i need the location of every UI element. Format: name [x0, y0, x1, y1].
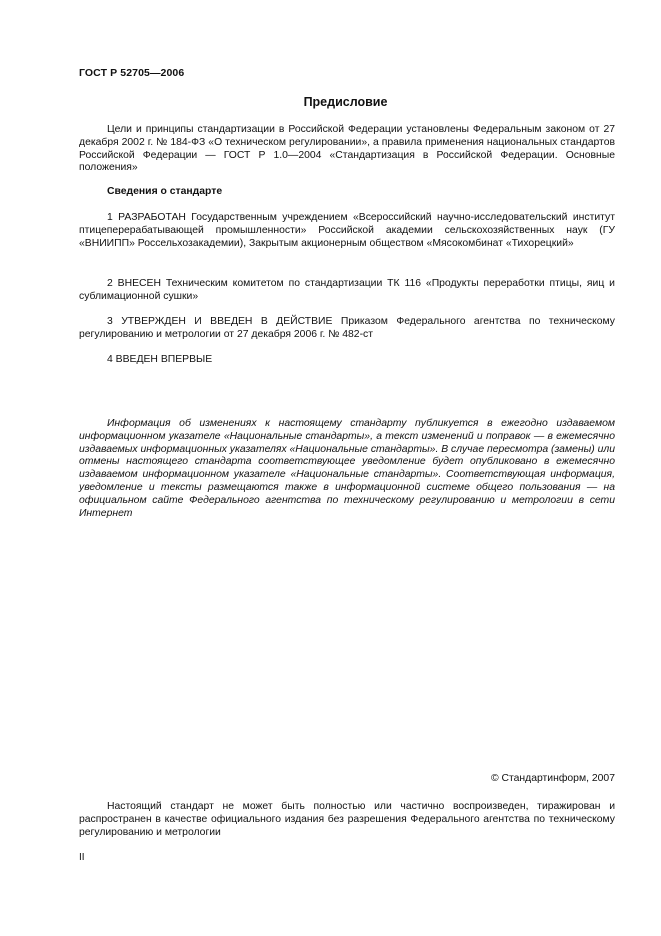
page-title: Предисловие	[303, 95, 388, 109]
changes-notice: Информация об изменениях к настоящему стандарту публикуется в ежегодно издаваемом информационном указателе «Национальные стандарты», а текст изменений и поправок — в ежемесячно издаваемых информационных указателях «Национальные стандарты». В случае пересмотра (замены) или отмены настоящего стандарта соответствующее уведомление будет опубликовано в ежемесячно издаваемом информационном указателе «Национальные стандарты». Соответствующая информация, уведомление и тексты размещаются также в информационной системе общего пользования — на официальном сайте Федерального агентства по техническому регулированию и метрологии в сети Интернет	[79, 418, 615, 519]
info-heading: Сведения о стандарте	[107, 186, 223, 197]
item-approved: 3 УТВЕРЖДЕН И ВВЕДЕН В ДЕЙСТВИЕ Приказом Федерального агентства по техническому регулированию и метрологии от 27 декабря 2006 г. № 482-ст	[79, 316, 615, 340]
item-developed: 1 РАЗРАБОТАН Государственным учреждением «Всероссийский научно-исследовательский институт птицеперерабатывающей промышленности» Российской академии сельскохозяйственных наук (ГУ «ВНИИПП» Россельхозакадемии), Закрытым акционерным обществом «Мясокомбинат «Тихорецкий»	[79, 212, 615, 249]
reproduction-note: Настоящий стандарт не может быть полностью или частично воспроизведен, тиражирован и распространен в качестве официального издания без разрешения Федерального агентства по техническому регулированию и метрологии	[79, 801, 615, 838]
page-number: II	[79, 852, 85, 863]
item-submitted: 2 ВНЕСЕН Техническим комитетом по стандартизации ТК 116 «Продукты переработки птицы, яиц и сублимационной сушки»	[79, 278, 615, 302]
copyright-line: © Стандартинформ, 2007	[490, 773, 615, 784]
standard-code-header: ГОСТ Р 52705—2006	[79, 67, 185, 79]
item-introduced: 4 ВВЕДЕН ВПЕРВЫЕ	[107, 354, 213, 365]
intro-paragraph: Цели и принципы стандартизации в Российской Федерации установлены Федеральным законом от 27 декабря 2002 г. № 184-ФЗ «О техническом регулировании», а правила применения национальных стандартов Российской Федерации — ГОСТ Р 1.0—2004 «Стандартизация в Российской Федерации. Основные положения»	[79, 124, 615, 174]
